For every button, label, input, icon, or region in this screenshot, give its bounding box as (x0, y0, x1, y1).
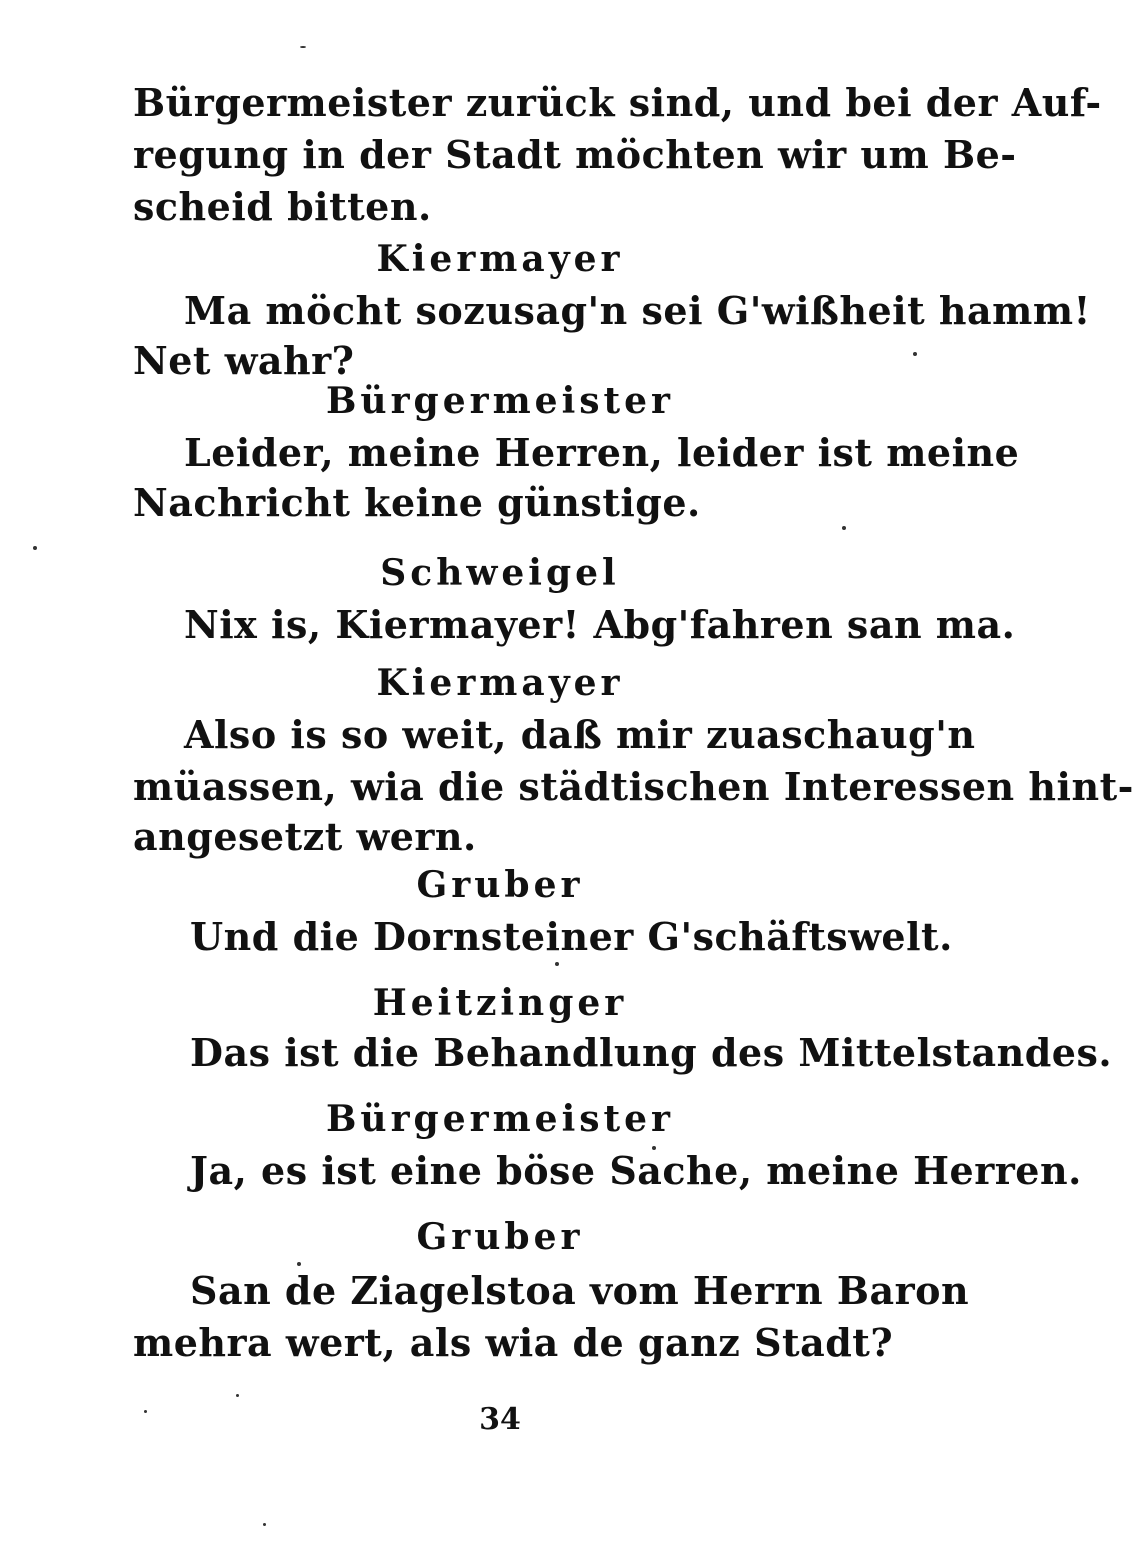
speaker-name: Gruber (416, 1216, 584, 1258)
text-line: Und die Dornsteiner G'schäftswelt. (190, 914, 953, 959)
text-line: Ma möcht sozusag'n sei G'wißheit hamm! (184, 288, 1091, 333)
text-line: regung in der Stadt möchten wir um Be- (133, 132, 1017, 177)
speaker-name: Schweigel (380, 552, 620, 594)
speaker-name: Bürgermeister (325, 1098, 675, 1140)
speaker-name: Kiermayer (376, 238, 624, 280)
speaker-name: Gruber (416, 864, 584, 906)
text-line: Bürgermeister zurück sind, und bei der Auf- (133, 80, 1102, 125)
dust-speck (842, 526, 846, 530)
text-line: müassen, wia die städtischen Interessen hint- (133, 764, 1134, 809)
dust-speck (555, 962, 559, 966)
text-line: Ja, es ist eine böse Sache, meine Herren. (190, 1148, 1082, 1193)
page-number: 34 (479, 1402, 521, 1437)
text-line: Nix is, Kiermayer! Abg'fahren san ma. (184, 602, 1016, 647)
text-line: angesetzt wern. (133, 814, 477, 859)
dust-speck (300, 46, 306, 48)
speaker-name: Heitzinger (372, 982, 628, 1024)
text-line: mehra wert, als wia de ganz Stadt? (133, 1320, 894, 1365)
text-line: San de Ziagelstoa vom Herrn Baron (190, 1268, 970, 1313)
text-line: Das ist die Behandlung des Mittelstandes. (190, 1030, 1113, 1075)
speaker-name: Bürgermeister (325, 380, 675, 422)
text-line: Leider, meine Herren, leider ist meine (184, 430, 1020, 475)
text-line: Net wahr? (133, 338, 355, 383)
text-line: Also is so weit, daß mir zuaschaug'n (184, 712, 976, 757)
dust-speck (263, 1523, 266, 1526)
dust-speck (913, 352, 917, 356)
text-line: Nachricht keine günstige. (133, 480, 701, 525)
dust-speck (236, 1394, 239, 1397)
speaker-name: Kiermayer (376, 662, 624, 704)
text-line: scheid bitten. (133, 184, 432, 229)
